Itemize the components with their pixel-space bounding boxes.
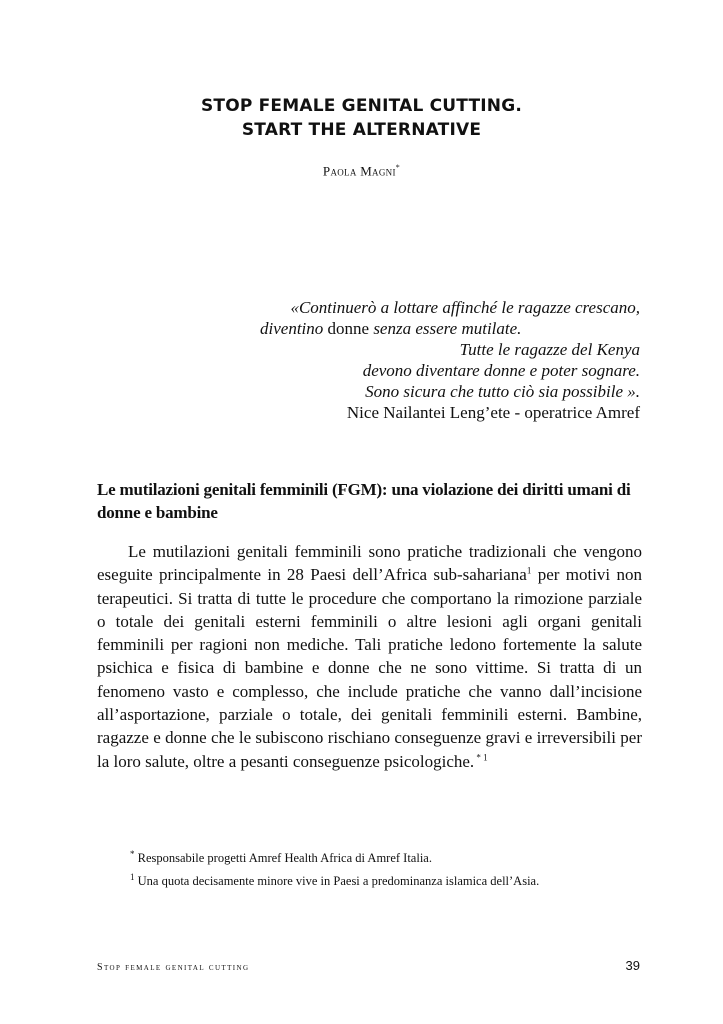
epigraph-line-2	[200, 318, 640, 339]
epigraph-line-5	[200, 381, 640, 402]
footnote-ref-end[interactable]: * 1	[474, 752, 488, 763]
epigraph-line-5-text: Sono sicura che tutto ciò sia possibile ».	[365, 382, 640, 401]
epigraph-line-1	[200, 297, 640, 318]
body-text-part-b: per motivi non terapeutici. Si tratta di tutte le procedure che comportano la rimozione parziale o totale dei genitali esterni femminili o altre lesioni agli organi genitali femminili per ragioni non mediche. Tali pratiche ledono fortemente la salute psichica e fisica di bambine e donne che ne sono vittime. Si tratta di un fenomeno vasto e complesso, che include pratiche che vanno dall’incisione all’asportazione, parziale o totale, dei genitali femminili esterni. Bambine, ragazze e donne che le subiscono rischiano conseguenze gravi e irreversibili per la loro salute, oltre a pesanti conseguenze psicologiche.	[97, 565, 642, 771]
body-text-part-a: Le mutilazioni genitali femminili sono pratiche tradizionali che vengono eseguite principalmente in 28 Paesi dell’Africa sub-sahariana	[97, 542, 642, 585]
author-footnote-mark: *	[395, 163, 401, 172]
footnote-1-mark: 1	[130, 871, 135, 882]
paper-title-line-2: START THE ALTERNATIVE	[241, 120, 482, 140]
section-heading: Le mutilazioni genitali femminili (FGM): una violazione dei diritti umani di donne e bambine	[97, 480, 631, 522]
epigraph-line-2-part-c: senza essere mutilate.	[373, 319, 522, 338]
epigraph-line-4-text: devono diventare donne e poter sognare.	[362, 361, 640, 380]
author-name-text: Paola Magni	[322, 163, 396, 179]
body-paragraph	[97, 540, 642, 773]
footnote-author-mark: *	[130, 848, 135, 859]
footnote-author-text: Responsabile progetti Amref Health Africa di Amref Italia.	[134, 851, 432, 865]
epigraph	[200, 297, 640, 423]
epigraph-attribution: Nice Nailantei Leng’ete - operatrice Amref	[346, 403, 640, 422]
page-number: 39	[625, 958, 640, 973]
author-name	[0, 163, 723, 179]
epigraph-line-2-part-b: donne	[323, 319, 374, 338]
epigraph-line-3-text: Tutte le ragazze del Kenya	[459, 340, 640, 359]
paper-title-line-1: STOP FEMALE GENITAL CUTTING.	[200, 96, 523, 116]
epigraph-line-3	[200, 339, 640, 360]
footnote-1	[130, 873, 650, 889]
footnote-author	[130, 850, 650, 866]
epigraph-line-4	[200, 360, 640, 381]
running-title: Stop female genital cutting	[97, 962, 250, 973]
epigraph-line-1-text: «Continuerò a lottare affinché le ragazze crescano,	[290, 298, 640, 317]
footnote-ref-1[interactable]: 1	[526, 565, 532, 576]
epigraph-line-2-part-a: diventino	[260, 319, 324, 338]
footnote-1-text: Una quota decisamente minore vive in Paesi a predominanza islamica dell’Asia.	[134, 874, 540, 888]
